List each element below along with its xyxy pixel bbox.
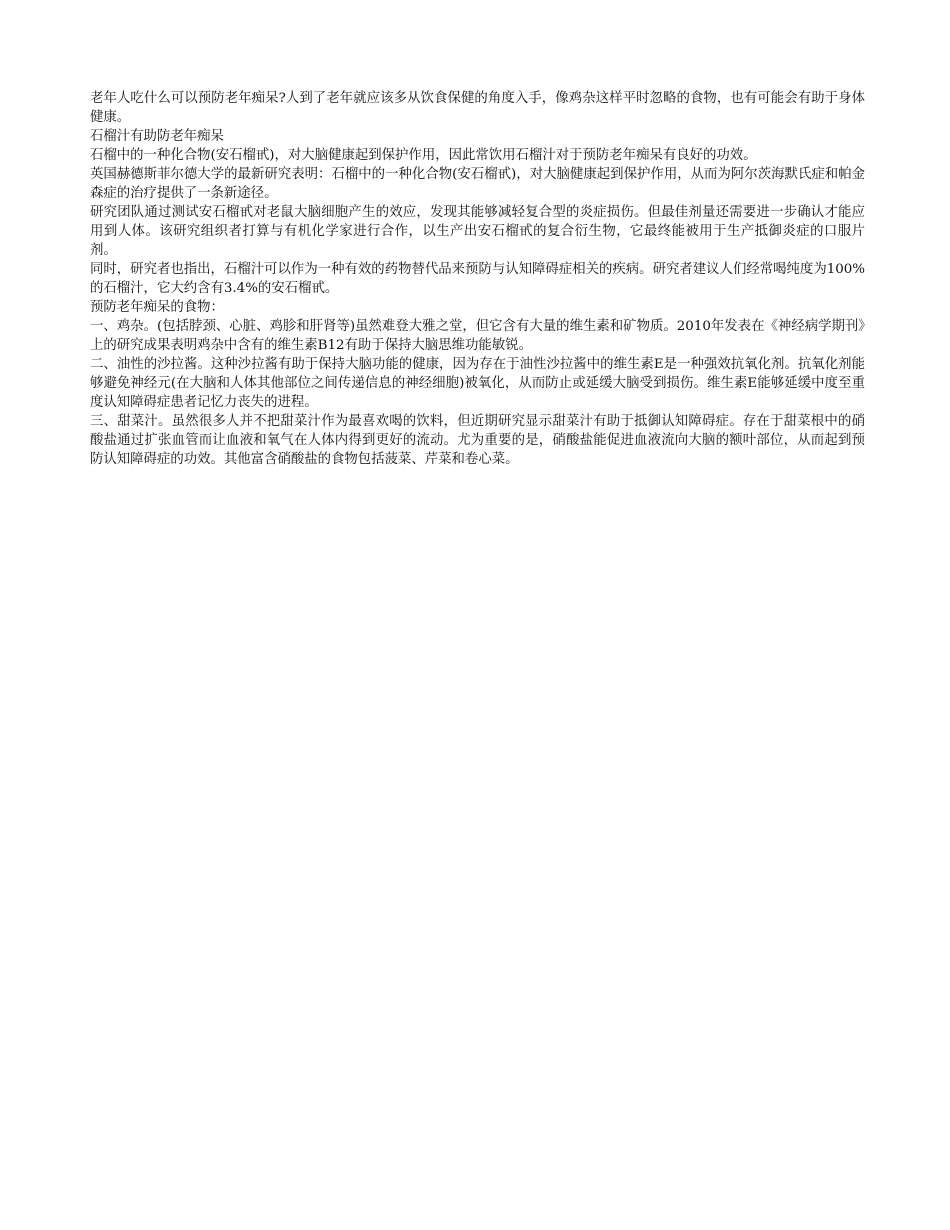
paragraph-pomegranate-4: 同时，研究者也指出，石榴汁可以作为一种有效的药物替代品来预防与认知障碍症相关的疾病。研究者建议人们经常喝纯度为100%的石榴汁，它大约含有3.4%的安石榴甙。	[90, 262, 865, 296]
section-title-foods: 预防老年痴呆的食物：	[90, 300, 224, 315]
food-item-beet-juice: 三、甜菜汁。虽然很多人并不把甜菜汁作为最喜欢喝的饮料，但近期研究显示甜菜汁有助于抵御认知障碍症。存在于甜菜根中的硝酸盐通过扩张血管而让血液和氧气在人体内得到更好的流动。尤为重要的是，硝酸盐能促进血液流向大脑的额叶部位，从而起到预防认知障碍症的功效。其他富含硝酸盐的食物包括菠菜、芹菜和卷心菜。	[90, 414, 865, 467]
paragraph-pomegranate-3: 研究团队通过测试安石榴甙对老鼠大脑细胞产生的效应，发现其能够减轻复合型的炎症损伤。但最佳剂量还需要进一步确认才能应用到人体。该研究组织者打算与有机化学家进行合作，以生产出安石榴甙的复合衍生物，它最终能被用于生产抵御炎症的口服片剂。	[90, 205, 865, 258]
food-item-giblets: 一、鸡杂。(包括脖颈、心脏、鸡胗和肝肾等)虽然难登大雅之堂，但它含有大量的维生素和矿物质。2010年发表在《神经病学期刊》上的研究成果表明鸡杂中含有的维生素B12有助于保持大脑思维功能敏锐。	[90, 319, 865, 353]
intro-paragraph: 老年人吃什么可以预防老年痴呆?人到了老年就应该多从饮食保健的角度入手，像鸡杂这样平时忽略的食物，也有可能会有助于身体健康。	[90, 91, 865, 125]
food-item-salad-dressing: 二、油性的沙拉酱。这种沙拉酱有助于保持大脑功能的健康，因为存在于油性沙拉酱中的维生素E是一种强效抗氧化剂。抗氧化剂能够避免神经元(在大脑和人体其他部位之间传递信息的神经细胞)被氧化，从而防止或延缓大脑受到损伤。维生素E能够延缓中度至重度认知障碍症患者记忆力丧失的进程。	[90, 357, 865, 410]
paragraph-pomegranate-2: 英国赫德斯菲尔德大学的最新研究表明：石榴中的一种化合物(安石榴甙)，对大脑健康起到保护作用，从而为阿尔茨海默氏症和帕金森症的治疗提供了一条新途径。	[90, 167, 865, 201]
section-title-pomegranate: 石榴汁有助防老年痴呆	[90, 129, 224, 144]
document-body	[90, 89, 865, 469]
paragraph-pomegranate-1: 石榴中的一种化合物(安石榴甙)，对大脑健康起到保护作用，因此常饮用石榴汁对于预防老年痴呆有良好的功效。	[90, 148, 757, 163]
